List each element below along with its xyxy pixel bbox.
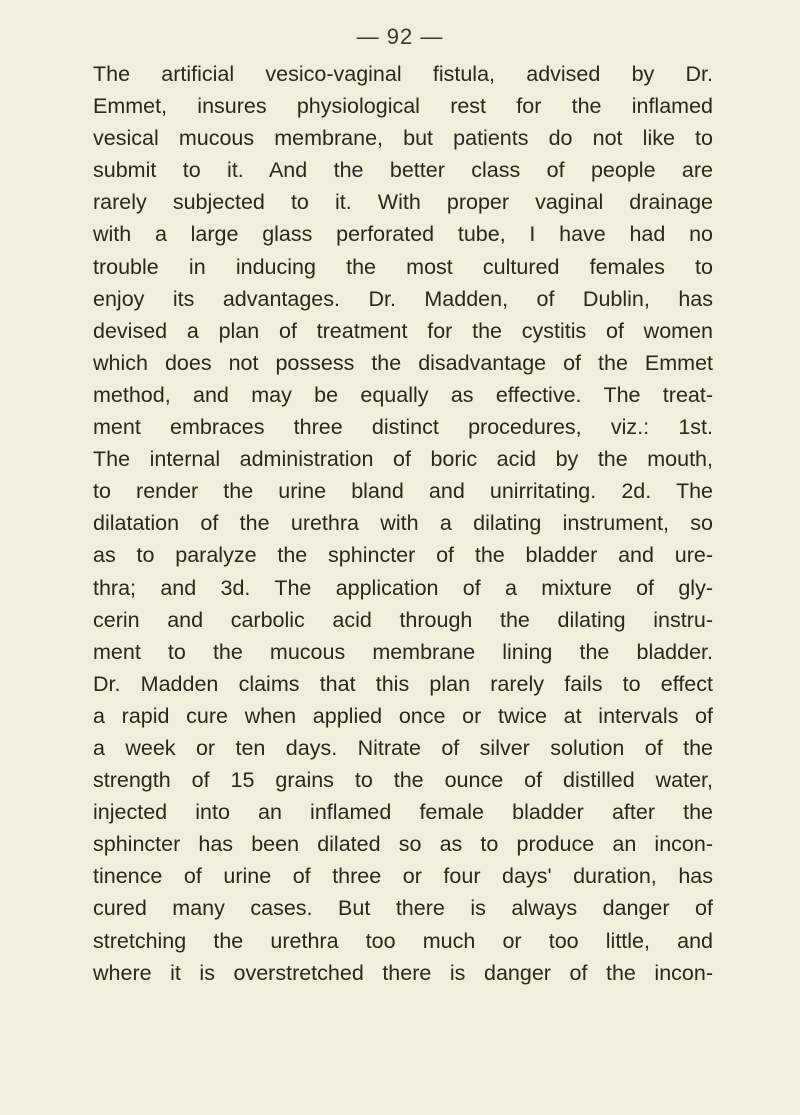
- text-line: dilatation of the urethra with a dilating instrument, so: [93, 511, 713, 536]
- text-line: The internal administration of boric acid by the mouth,: [93, 447, 713, 472]
- text-line: trouble in inducing the most cultured females to: [93, 254, 713, 279]
- body-text: [93, 58, 713, 989]
- page-number: — 92 —: [356, 24, 444, 49]
- text-line: vesical mucous membrane, but patients do not like to: [93, 126, 713, 151]
- text-line: tinence of urine of three or four days' duration, has: [93, 864, 713, 889]
- text-line: with a large glass perforated tube, I have had no: [93, 222, 713, 247]
- text-line: where it is overstretched there is danger of the incon-: [93, 960, 713, 985]
- text-line: sphincter has been dilated so as to produce an incon-: [93, 832, 713, 857]
- text-line: ment to the mucous membrane lining the bladder.: [93, 639, 713, 664]
- text-line: submit to it. And the better class of people are: [93, 158, 713, 183]
- text-line: injected into an inflamed female bladder after the: [93, 800, 713, 825]
- text-line: enjoy its advantages. Dr. Madden, of Dublin, has: [93, 286, 713, 311]
- text-line: cured many cases. But there is always danger of: [93, 896, 713, 921]
- text-line: devised a plan of treatment for the cystitis of women: [93, 318, 713, 343]
- text-line: The artificial vesico-vaginal fistula, advised by Dr.: [93, 62, 713, 86]
- text-line: Emmet, insures physiological rest for the inflamed: [93, 94, 713, 119]
- text-line: stretching the urethra too much or too little, and: [93, 928, 713, 953]
- text-line: rarely subjected to it. With proper vaginal drainage: [93, 190, 713, 215]
- text-line: thra; and 3d. The application of a mixture of gly-: [93, 575, 713, 600]
- text-line: strength of 15 grains to the ounce of distilled water,: [93, 768, 713, 793]
- text-line: cerin and carbolic acid through the dilating instru-: [93, 607, 713, 632]
- text-line: which does not possess the disadvantage of the Emmet: [93, 350, 713, 375]
- text-line: method, and may be equally as effective. The treat-: [93, 382, 713, 407]
- text-line: a rapid cure when applied once or twice at intervals of: [93, 703, 713, 728]
- text-line: a week or ten days. Nitrate of silver solution of the: [93, 735, 713, 760]
- text-line: to render the urine bland and unirritating. 2d. The: [93, 479, 713, 504]
- text-line: ment embraces three distinct procedures, viz.: 1st.: [93, 415, 713, 440]
- text-line: Dr. Madden claims that this plan rarely fails to effect: [93, 671, 713, 696]
- text-line: as to paralyze the sphincter of the bladder and ure-: [93, 543, 713, 568]
